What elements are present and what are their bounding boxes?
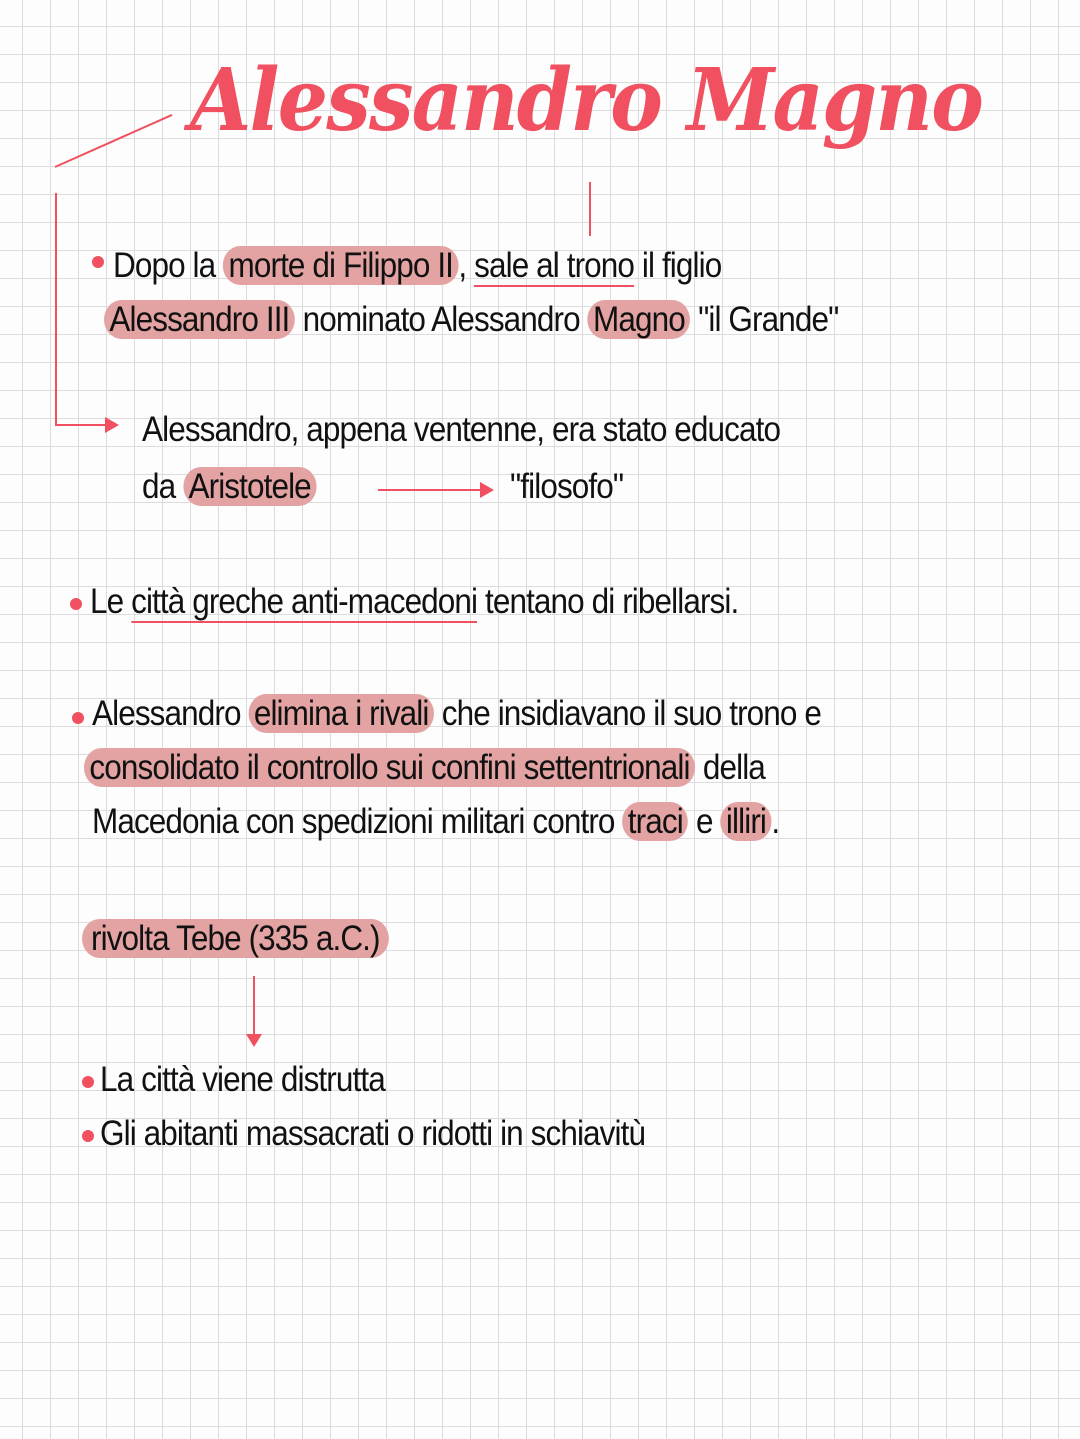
- bullet: [72, 712, 84, 724]
- highlight: Alessandro III: [104, 300, 295, 339]
- page-title: Alessandro Magno: [190, 50, 983, 151]
- text: da: [142, 467, 184, 506]
- bullet: [82, 1076, 94, 1088]
- arrow-line: [253, 976, 255, 1036]
- text: Alessandro: [92, 694, 249, 733]
- bullet: [70, 598, 82, 610]
- title-tick: [589, 182, 591, 236]
- text-line: [142, 410, 780, 450]
- text-line: [510, 467, 623, 507]
- text: della: [695, 748, 765, 787]
- text-line: [92, 694, 821, 734]
- highlight: illiri: [721, 802, 772, 841]
- text-line: [100, 1060, 385, 1100]
- text: Macedonia con spedizioni militari contro: [92, 802, 623, 841]
- text: e: [688, 802, 721, 841]
- text: Gli abitanti massacrati o ridotti in schiavitù: [100, 1114, 646, 1153]
- highlight: Magno: [588, 300, 691, 339]
- text: Dopo la: [113, 246, 224, 285]
- text-line: [92, 802, 779, 842]
- arrow-right-icon: [105, 417, 119, 433]
- underline: sale al trono: [474, 246, 635, 285]
- text-line: [113, 246, 721, 286]
- highlight: rivolta Tebe (335 a.C.): [82, 919, 389, 958]
- text: il figlio: [634, 246, 722, 285]
- highlight: elimina i rivali: [248, 694, 433, 733]
- text-line: [90, 582, 738, 622]
- connector-vertical: [55, 193, 57, 425]
- text: "il Grande": [690, 300, 839, 339]
- text: tentano di ribellarsi.: [477, 582, 739, 621]
- text: Alessandro, appena ventenne, era stato educato: [142, 410, 781, 449]
- text: Le: [90, 582, 132, 621]
- text-line: [82, 919, 389, 959]
- text-line: [100, 1114, 645, 1154]
- text: nominato Alessandro: [294, 300, 588, 339]
- arrow-down-icon: [246, 1034, 262, 1047]
- text-line: [84, 748, 765, 788]
- text: ,: [458, 246, 475, 285]
- text: .: [771, 802, 780, 841]
- text: che insidiavano il suo trono e: [433, 694, 822, 733]
- bullet: [82, 1130, 94, 1142]
- bullet: [92, 256, 104, 268]
- arrow-line: [378, 489, 482, 491]
- underline: città greche anti-macedoni: [131, 582, 478, 621]
- text-line: [104, 300, 838, 340]
- connector-horizontal: [55, 424, 107, 426]
- text-line: [142, 467, 316, 507]
- highlight: traci: [622, 802, 688, 841]
- highlight: morte di Filippo II: [223, 246, 458, 285]
- connector-diagonal: [55, 114, 173, 168]
- text: La città viene distrutta: [100, 1060, 385, 1099]
- text: "filosofo": [510, 467, 624, 506]
- highlight: Aristotele: [183, 467, 316, 506]
- highlight: consolidato il controllo sui confini settentrionali: [84, 748, 695, 787]
- arrow-right-icon: [480, 482, 494, 498]
